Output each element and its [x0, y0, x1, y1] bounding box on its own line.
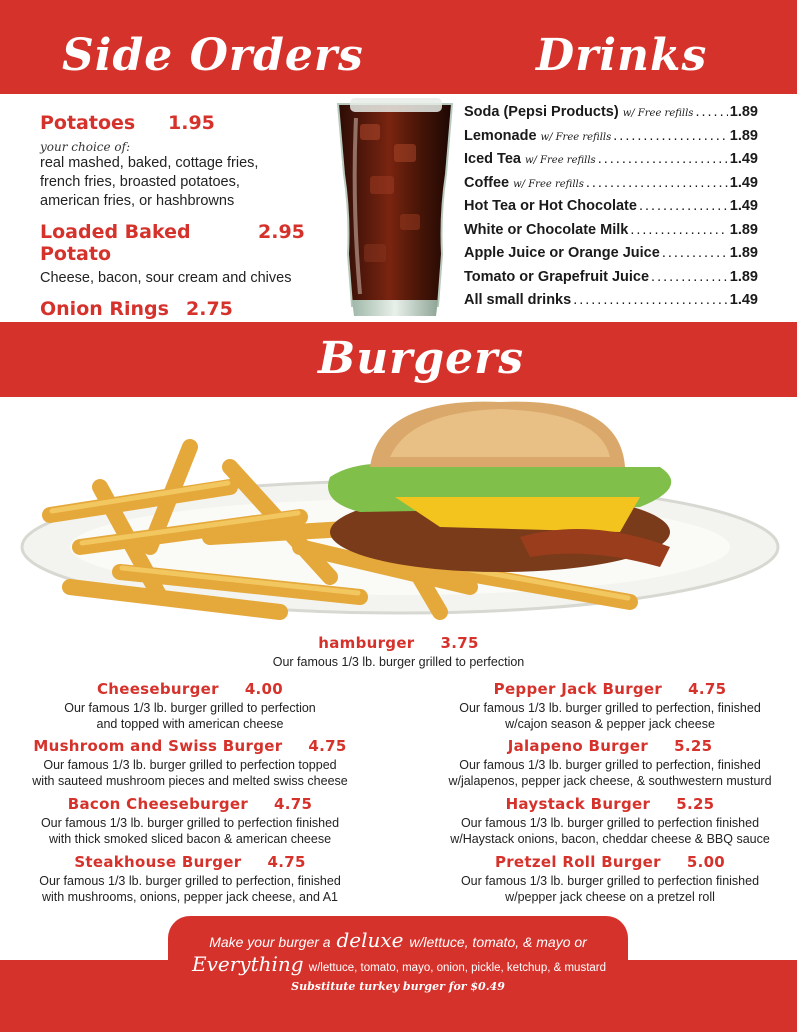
- drink-note: w/ Free refills: [622, 108, 694, 119]
- burger-item-bacon-cheeseburger: [10, 795, 370, 847]
- drink-row: [464, 245, 758, 269]
- drink-name: Hot Tea or Hot Chocolate: [464, 198, 637, 214]
- drink-name: Coffee: [464, 174, 510, 191]
- burger-item-pretzel-roll: [420, 853, 797, 905]
- burger-item-cheeseburger: [10, 680, 370, 732]
- leader-dots: [573, 292, 728, 308]
- deluxe-intro: Make your burger a: [209, 934, 331, 950]
- drink-price: 1.89: [729, 221, 758, 238]
- item-price: 4.75: [688, 680, 727, 698]
- item-price: 3.75: [440, 634, 479, 652]
- item-name: hamburger: [318, 634, 415, 652]
- item-name: Pretzel Roll Burger: [494, 853, 661, 871]
- item-description: Our famous 1/3 lb. burger grilled to perfection topped with sauteed mushroom pieces and melted swiss cheese: [32, 758, 348, 788]
- item-price: 4.00: [244, 680, 284, 698]
- deluxe-description: w/lettuce, tomato, & mayo or: [409, 934, 587, 950]
- item-name: Steakhouse Burger: [74, 853, 242, 871]
- drink-price: 1.49: [729, 292, 758, 308]
- item-description: Our famous 1/3 lb. burger grilled to perfection finished w/pepper jack cheese on a pretzel roll: [460, 874, 760, 904]
- item-description: Our famous 1/3 lb. burger grilled to perfection finished with thick smoked sliced bacon & american cheese: [40, 816, 340, 846]
- drink-name: All small drinks: [464, 292, 572, 308]
- item-description: Cheese, bacon, sour cream and chives: [40, 270, 292, 286]
- drink-note: w/ Free refills: [524, 155, 596, 166]
- item-description: Our famous 1/3 lb. burger grilled to perfection: [272, 655, 525, 669]
- item-price: 5.00: [686, 853, 726, 871]
- burger-item-jalapeno: [420, 737, 797, 789]
- item-name: Mushroom and Swiss Burger: [33, 737, 283, 755]
- leader-dots: [630, 222, 727, 238]
- burger-item-steakhouse: [10, 853, 370, 905]
- drink-row: [464, 198, 758, 222]
- drink-name: Soda (Pepsi Products): [464, 104, 619, 120]
- drink-price: 1.49: [729, 174, 758, 191]
- burger-item-pepper-jack: [420, 680, 797, 732]
- leader-dots: [586, 175, 728, 191]
- drink-price: 1.89: [729, 268, 758, 285]
- drink-name: Apple Juice or Orange Juice: [464, 245, 660, 261]
- drink-price: 1.89: [729, 104, 758, 120]
- side-item-onion-rings: [40, 298, 330, 320]
- drink-note: w/ Free refills: [540, 131, 612, 143]
- drink-row: [464, 175, 758, 199]
- item-subtitle: your choice of:: [40, 140, 131, 154]
- drink-name: Tomato or Grapefruit Juice: [464, 268, 650, 285]
- item-description: Our famous 1/3 lb. burger grilled to perfection, finished w/jalapenos, pepper jack cheese, & southwestern musturd: [448, 758, 772, 788]
- item-price: 5.25: [676, 795, 715, 813]
- drink-row: [464, 128, 758, 152]
- drink-row: [464, 151, 758, 175]
- drink-row: [464, 104, 758, 128]
- drink-note: w/ Free refills: [513, 178, 584, 190]
- item-description: Our famous 1/3 lb. burger grilled to perfection, finished with mushrooms, onions, pepper jack cheese, and A1: [39, 874, 341, 904]
- leader-dots: [662, 245, 728, 261]
- leader-dots: [695, 104, 727, 120]
- item-name: Jalapeno Burger: [507, 737, 649, 755]
- everything-word: Everything: [191, 952, 304, 976]
- burger-item-haystack: [420, 795, 797, 847]
- item-price: 4.75: [267, 853, 306, 871]
- item-description: Our famous 1/3 lb. burger grilled to perfection and topped with american cheese: [64, 701, 316, 731]
- leader-dots: [613, 128, 728, 144]
- item-name: Potatoes: [40, 112, 136, 134]
- drink-price: 1.49: [729, 198, 758, 214]
- leader-dots: [639, 198, 728, 214]
- drink-name: Iced Tea: [464, 151, 521, 167]
- item-name: Bacon Cheeseburger: [67, 795, 249, 813]
- item-price: 4.75: [274, 795, 313, 813]
- item-description: Our famous 1/3 lb. burger grilled to perfection, finished w/cajon season & pepper jack cheese: [459, 701, 761, 731]
- drinks-list: [464, 104, 758, 316]
- side-item-loaded-baked-potato: [40, 221, 330, 288]
- drink-row: [464, 222, 758, 246]
- drinks-title: Drinks: [536, 30, 708, 81]
- item-name: Haystack Burger: [505, 795, 651, 813]
- item-description: real mashed, baked, cottage fries, french fries, broasted potatoes, american fries, or hashbrowns: [40, 155, 259, 209]
- item-price: 5.25: [674, 737, 713, 755]
- item-description: Our famous 1/3 lb. burger grilled to perfection finished w/Haystack onions, bacon, cheddar cheese & BBQ sauce: [450, 816, 770, 846]
- drink-name: Lemonade: [464, 127, 537, 144]
- leader-dots: [598, 151, 728, 167]
- drink-price: 1.49: [729, 151, 758, 167]
- side-orders-title: Side Orders: [62, 30, 364, 81]
- drink-price: 1.89: [729, 127, 758, 144]
- deluxe-word: deluxe: [336, 928, 404, 952]
- item-name: Loaded Baked Potato: [40, 221, 191, 265]
- turkey-substitute-note: Substitute turkey burger for $0.49: [291, 980, 505, 993]
- burgers-title: Burgers: [318, 333, 525, 384]
- burger-item-hamburger: [200, 634, 597, 670]
- cola-glass-image: [330, 94, 460, 320]
- item-price: 1.95: [168, 112, 215, 134]
- drink-row: [464, 269, 758, 293]
- item-price: 4.75: [308, 737, 347, 755]
- item-price: 2.95: [258, 221, 305, 243]
- item-name: Cheeseburger: [96, 680, 219, 698]
- drink-row: [464, 292, 758, 316]
- item-price: 2.75: [186, 298, 233, 320]
- drink-price: 1.89: [729, 245, 758, 261]
- burger-and-fries-image: [0, 397, 797, 625]
- item-name: Pepper Jack Burger: [493, 680, 663, 698]
- deluxe-upgrade-box: [168, 916, 628, 992]
- item-name: Onion Rings: [40, 298, 169, 320]
- drink-name: White or Chocolate Milk: [464, 221, 629, 238]
- side-orders-section: [40, 112, 330, 330]
- leader-dots: [651, 269, 728, 285]
- everything-description: w/lettuce, tomato, mayo, onion, pickle, ketchup, & mustard: [308, 962, 607, 974]
- side-item-potatoes: [40, 112, 330, 211]
- burger-item-mushroom-swiss: [10, 737, 370, 789]
